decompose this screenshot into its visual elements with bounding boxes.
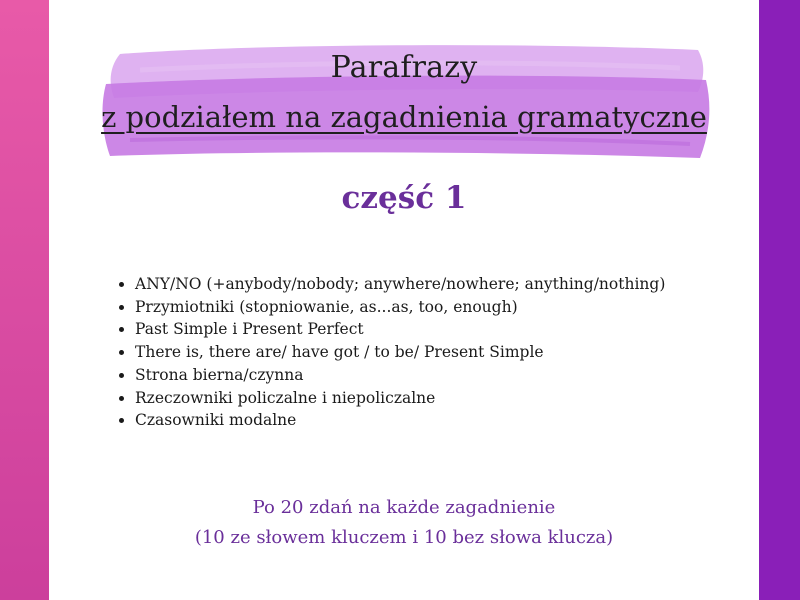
list-item: • ANY/NO (+anybody/nobody; anywhere/nowhere; anything/nothing) [135,273,665,296]
list-item: • Past Simple i Present Perfect [135,318,665,341]
list-item: • Strona bierna/czynna [135,364,665,387]
right-decorative-bar [759,0,800,600]
list-item: • Rzeczowniki policzalne i niepoliczalne [135,387,665,410]
footer-line-1: Po 20 zdań na każde zagadnienie [252,497,556,518]
list-item: • Czasowniki modalne [135,409,665,432]
part-label: część 1 [341,180,467,216]
topic-list [118,273,665,432]
list-item: • Przymiotniki (stopniowanie, as...as, too, enough) [135,296,665,319]
list-item: • There is, there are/ have got / to be/ Present Simple [135,341,665,364]
title-line-2: z podziałem na zagadnienia gramatyczne [101,100,707,134]
title-line-1: Parafrazy [330,50,478,85]
left-decorative-bar [0,0,49,600]
footer-line-2: (10 ze słowem kluczem i 10 bez słowa klucza) [194,527,614,548]
